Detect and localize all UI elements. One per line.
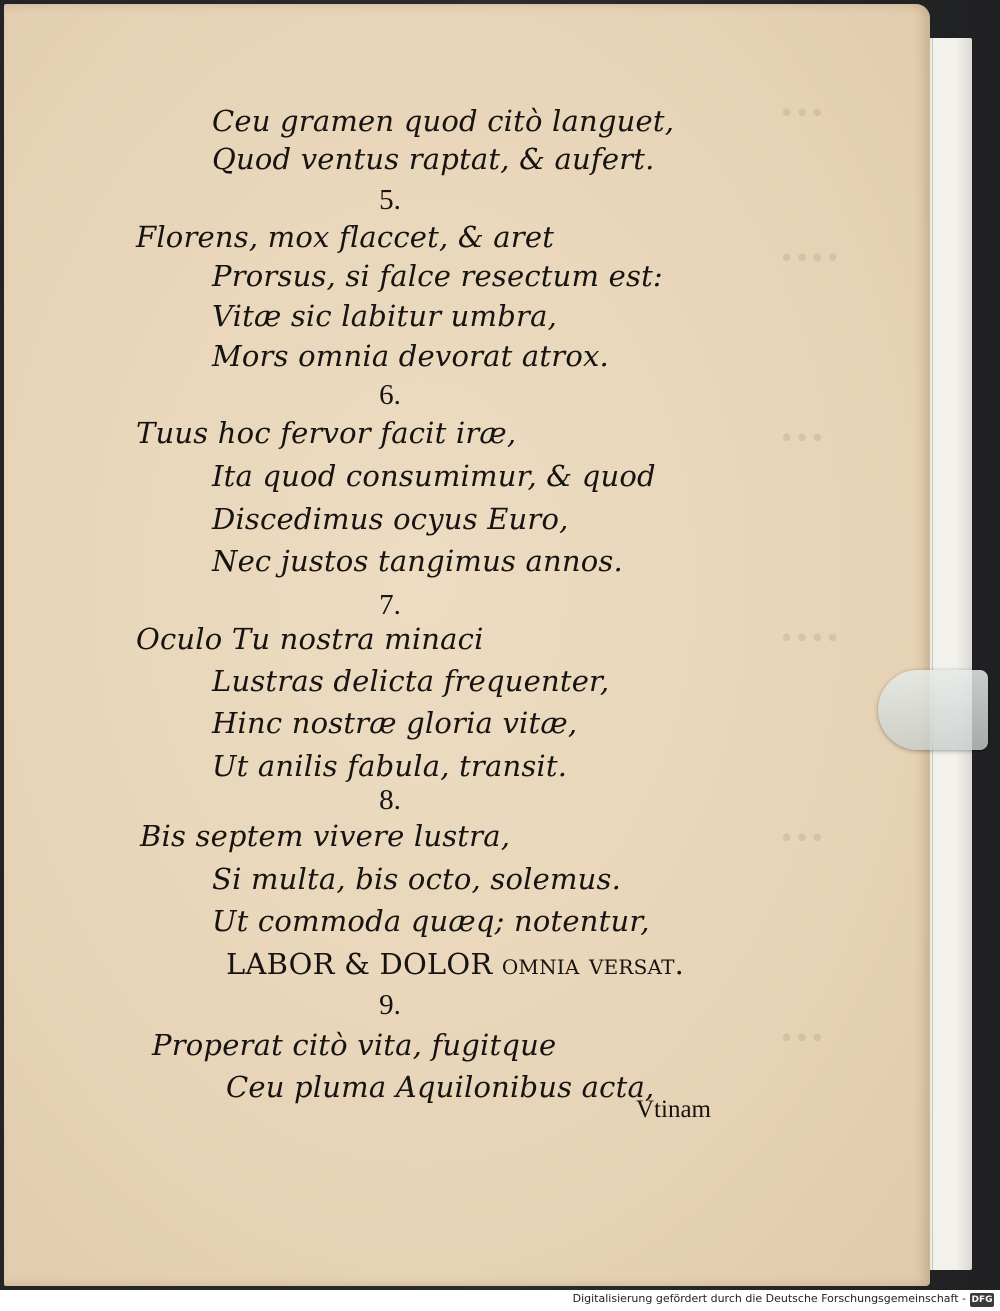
- verse-line: Tuus hoc fervor facit iræ,: [136, 416, 517, 450]
- flyleaf-inner-edge: [932, 38, 955, 1270]
- verse-number: 7.: [379, 589, 401, 621]
- verse-line: Ceu pluma Aquilonibus acta,: [226, 1070, 655, 1104]
- show-through-mark: •••: [779, 99, 826, 129]
- footer-bar: [0, 1290, 1000, 1311]
- verse-number: 5.: [379, 184, 401, 216]
- verse-line: Oculo Tu nostra minaci: [136, 622, 484, 656]
- verse-number: 8.: [379, 784, 401, 816]
- verse-line: Ut anilis fabula, transit.: [212, 749, 568, 783]
- show-through-mark: •••: [779, 824, 826, 854]
- verse-line: Florens, mox flaccet, & aret: [136, 220, 555, 254]
- verse-line: Vitæ sic labitur umbra,: [212, 299, 557, 333]
- verse-number: 9.: [379, 989, 401, 1021]
- book-page: [4, 4, 930, 1286]
- verse-line: Ita quod consumimur, & quod: [212, 459, 656, 493]
- verse-line: Ut commoda quæq; notentur,: [212, 904, 650, 938]
- verse-line: Mors omnia devorat atrox.: [212, 339, 609, 373]
- show-through-mark: •••: [779, 1024, 826, 1054]
- verse-line: Ceu gramen quod citò languet,: [212, 104, 675, 138]
- verse-line: Prorsus, si falce resectum est:: [212, 259, 663, 293]
- catchword: Vtinam: [636, 1096, 711, 1123]
- verse-line: Hinc nostræ gloria vitæ,: [212, 706, 578, 740]
- show-through-mark: •••: [779, 424, 826, 454]
- verse-line: Bis septem vivere lustra,: [140, 819, 511, 853]
- verse-line: Nec justos tangimus annos.: [212, 544, 623, 578]
- verse-line: Properat citò vita, fugitque: [152, 1028, 557, 1062]
- verse-line: Discedimus ocyus Euro,: [212, 502, 569, 536]
- verse-line: Quod ventus raptat, & aufert.: [212, 142, 655, 176]
- page-clip: [878, 670, 988, 750]
- footer-credit: Digitalisierung gefördert durch die Deutsche Forschungsgemeinschaft -: [572, 1292, 966, 1305]
- verse-number: 6.: [379, 379, 401, 411]
- verse-line: LABOR & DOLOR omnia versat.: [226, 947, 685, 981]
- dfg-logo: DFG: [971, 1295, 993, 1305]
- verse-line: Si multa, bis octo, solemus.: [212, 862, 622, 896]
- verse-line: Lustras delicta frequenter,: [212, 664, 610, 698]
- show-through-mark: ••••: [779, 244, 841, 274]
- show-through-mark: ••••: [779, 624, 841, 654]
